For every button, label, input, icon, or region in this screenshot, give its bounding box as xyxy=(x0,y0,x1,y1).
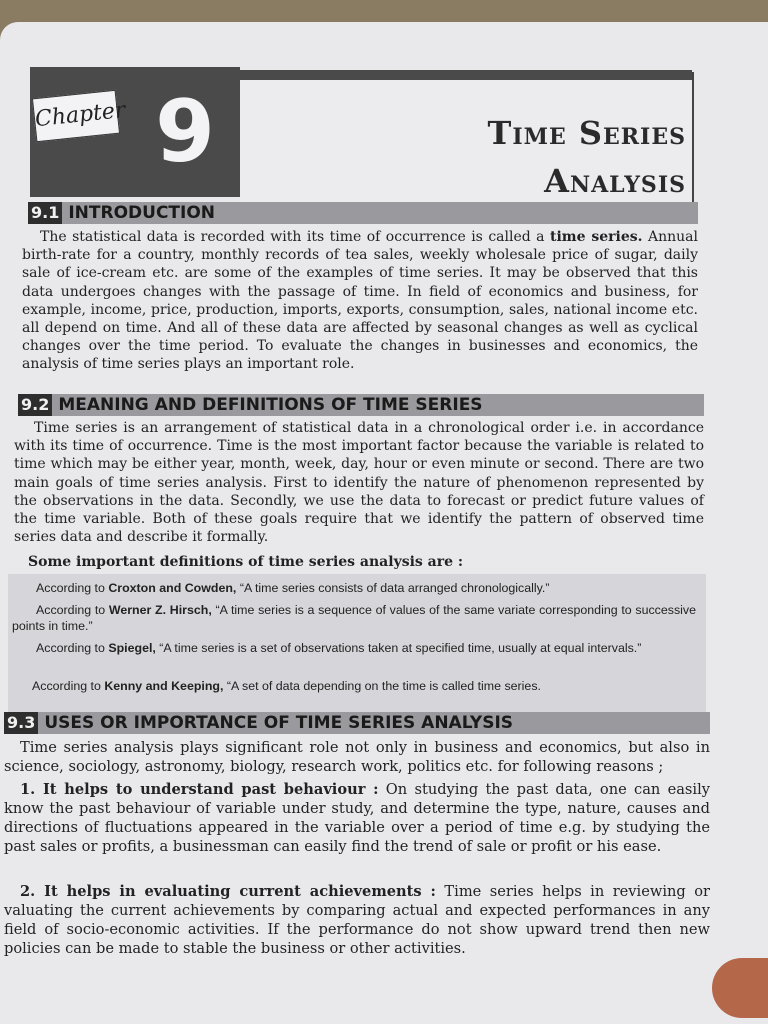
definition-prefix: According to xyxy=(32,679,105,693)
definition-prefix: According to xyxy=(36,603,109,617)
section-heading-intro xyxy=(28,202,698,224)
definition-1 xyxy=(36,580,696,596)
chapter-title-line2: Analysis xyxy=(544,162,686,200)
chapter-title-box xyxy=(240,72,694,211)
uses-item-2 xyxy=(4,882,710,958)
title-top-bar xyxy=(30,70,692,80)
section-number: 9.3 xyxy=(4,712,38,734)
definitions-subheading: Some important definitions of time series analysis are : xyxy=(28,554,464,570)
uses-item-1 xyxy=(4,780,710,856)
definition-2 xyxy=(12,602,696,634)
section-title: MEANING AND DEFINITIONS OF TIME SERIES xyxy=(58,395,483,415)
definition-author: Croxton and Cowden, xyxy=(108,581,237,595)
definition-text: “A time series consists of data arranged chronologically.” xyxy=(236,581,550,595)
definition-text: “A set of data depending on the time is called time series. xyxy=(223,679,541,693)
definition-text: “A time series is a set of observations taken at specified time, usually at equal intervals.” xyxy=(155,641,642,655)
uses-item-heading: 1. It helps to understand past behaviour : xyxy=(20,781,379,798)
definition-4 xyxy=(32,678,696,694)
section-heading-meaning xyxy=(18,394,704,416)
definition-text: “A time series is a sequence of values of the same variate corresponding to successive points in time.” xyxy=(12,603,696,633)
book-page xyxy=(0,22,768,1024)
intro-text-a: The statistical data is recorded with its time of occurrence is called a xyxy=(40,229,550,245)
chapter-title-line1: Time Series xyxy=(487,114,686,152)
thumb-in-photo xyxy=(712,958,768,1018)
definitions-box xyxy=(8,574,706,720)
definition-prefix: According to xyxy=(36,641,109,655)
uses-intro-paragraph: Time series analysis plays significant role not only in business and economics, but also in science, sociology, astronomy, biology, research work, politics etc. for following reasons ; xyxy=(4,739,710,775)
section-title: USES OR IMPORTANCE OF TIME SERIES ANALYSIS xyxy=(44,713,514,733)
uses-item-text: On studying the past data, one can easily know the past behaviour of variable under study, and determine the type, nature, causes and directions of fluctuations appeared in the variable over a period of time e.g. by studying the past sales or profits, a businessman can easily find the trend of sale or profit or his ease. xyxy=(4,781,710,855)
definition-3 xyxy=(12,640,696,656)
section-number: 9.1 xyxy=(28,202,62,224)
intro-paragraph xyxy=(22,228,698,374)
uses-item-text: Time series helps in reviewing or valuating the current achievements by comparing actual and expected performances in any field of socio-economic activities. If the performance do not show upward trend then new policies can be made to stable the business or other activities. xyxy=(4,883,711,957)
chapter-number: 9 xyxy=(155,82,215,182)
definition-prefix: According to xyxy=(36,581,109,595)
section-heading-uses xyxy=(4,712,710,734)
intro-text-b: Annual birth-rate for a country, monthly records of tea sales, weekly wholesale price of sugar, daily sale of ice-cream etc. are some of the examples of time series. It may be observed that this data undergoes changes with the passage of time. In field of economics and business, for example, income, price, production, imports, exports, consumption, sales, national income etc. all depend on time. And all of these data are affected by seasonal changes as well as cyclical changes over the time period. To evaluate the changes in businesses and economics, the analysis of time series plays an important role. xyxy=(22,229,698,373)
section-title: INTRODUCTION xyxy=(68,203,216,223)
uses-item-heading: 2. It helps in evaluating current achievements : xyxy=(20,883,436,900)
intro-bold-term: time series. xyxy=(550,229,643,245)
definition-author: Werner Z. Hirsch, xyxy=(108,603,212,617)
definition-author: Spiegel, xyxy=(108,641,156,655)
meaning-paragraph: Time series is an arrangement of statistical data in a chronological order i.e. in accordance with its time of occurrence. Time is the most important factor because the variable is related to time which may be either year, month, week, day, hour or even minute or second. There are two main goals of time series analysis. First to identify the nature of phenomenon represented by the observations in the data. Secondly, we use the data to forecast or predict future values of the time variable. Both of these goals require that we identify the pattern of observed time series data and describe it formally. xyxy=(14,420,704,546)
chapter-script-label: Chapter xyxy=(32,90,120,143)
section-number: 9.2 xyxy=(18,394,52,416)
definition-author: Kenny and Keeping, xyxy=(104,679,224,693)
